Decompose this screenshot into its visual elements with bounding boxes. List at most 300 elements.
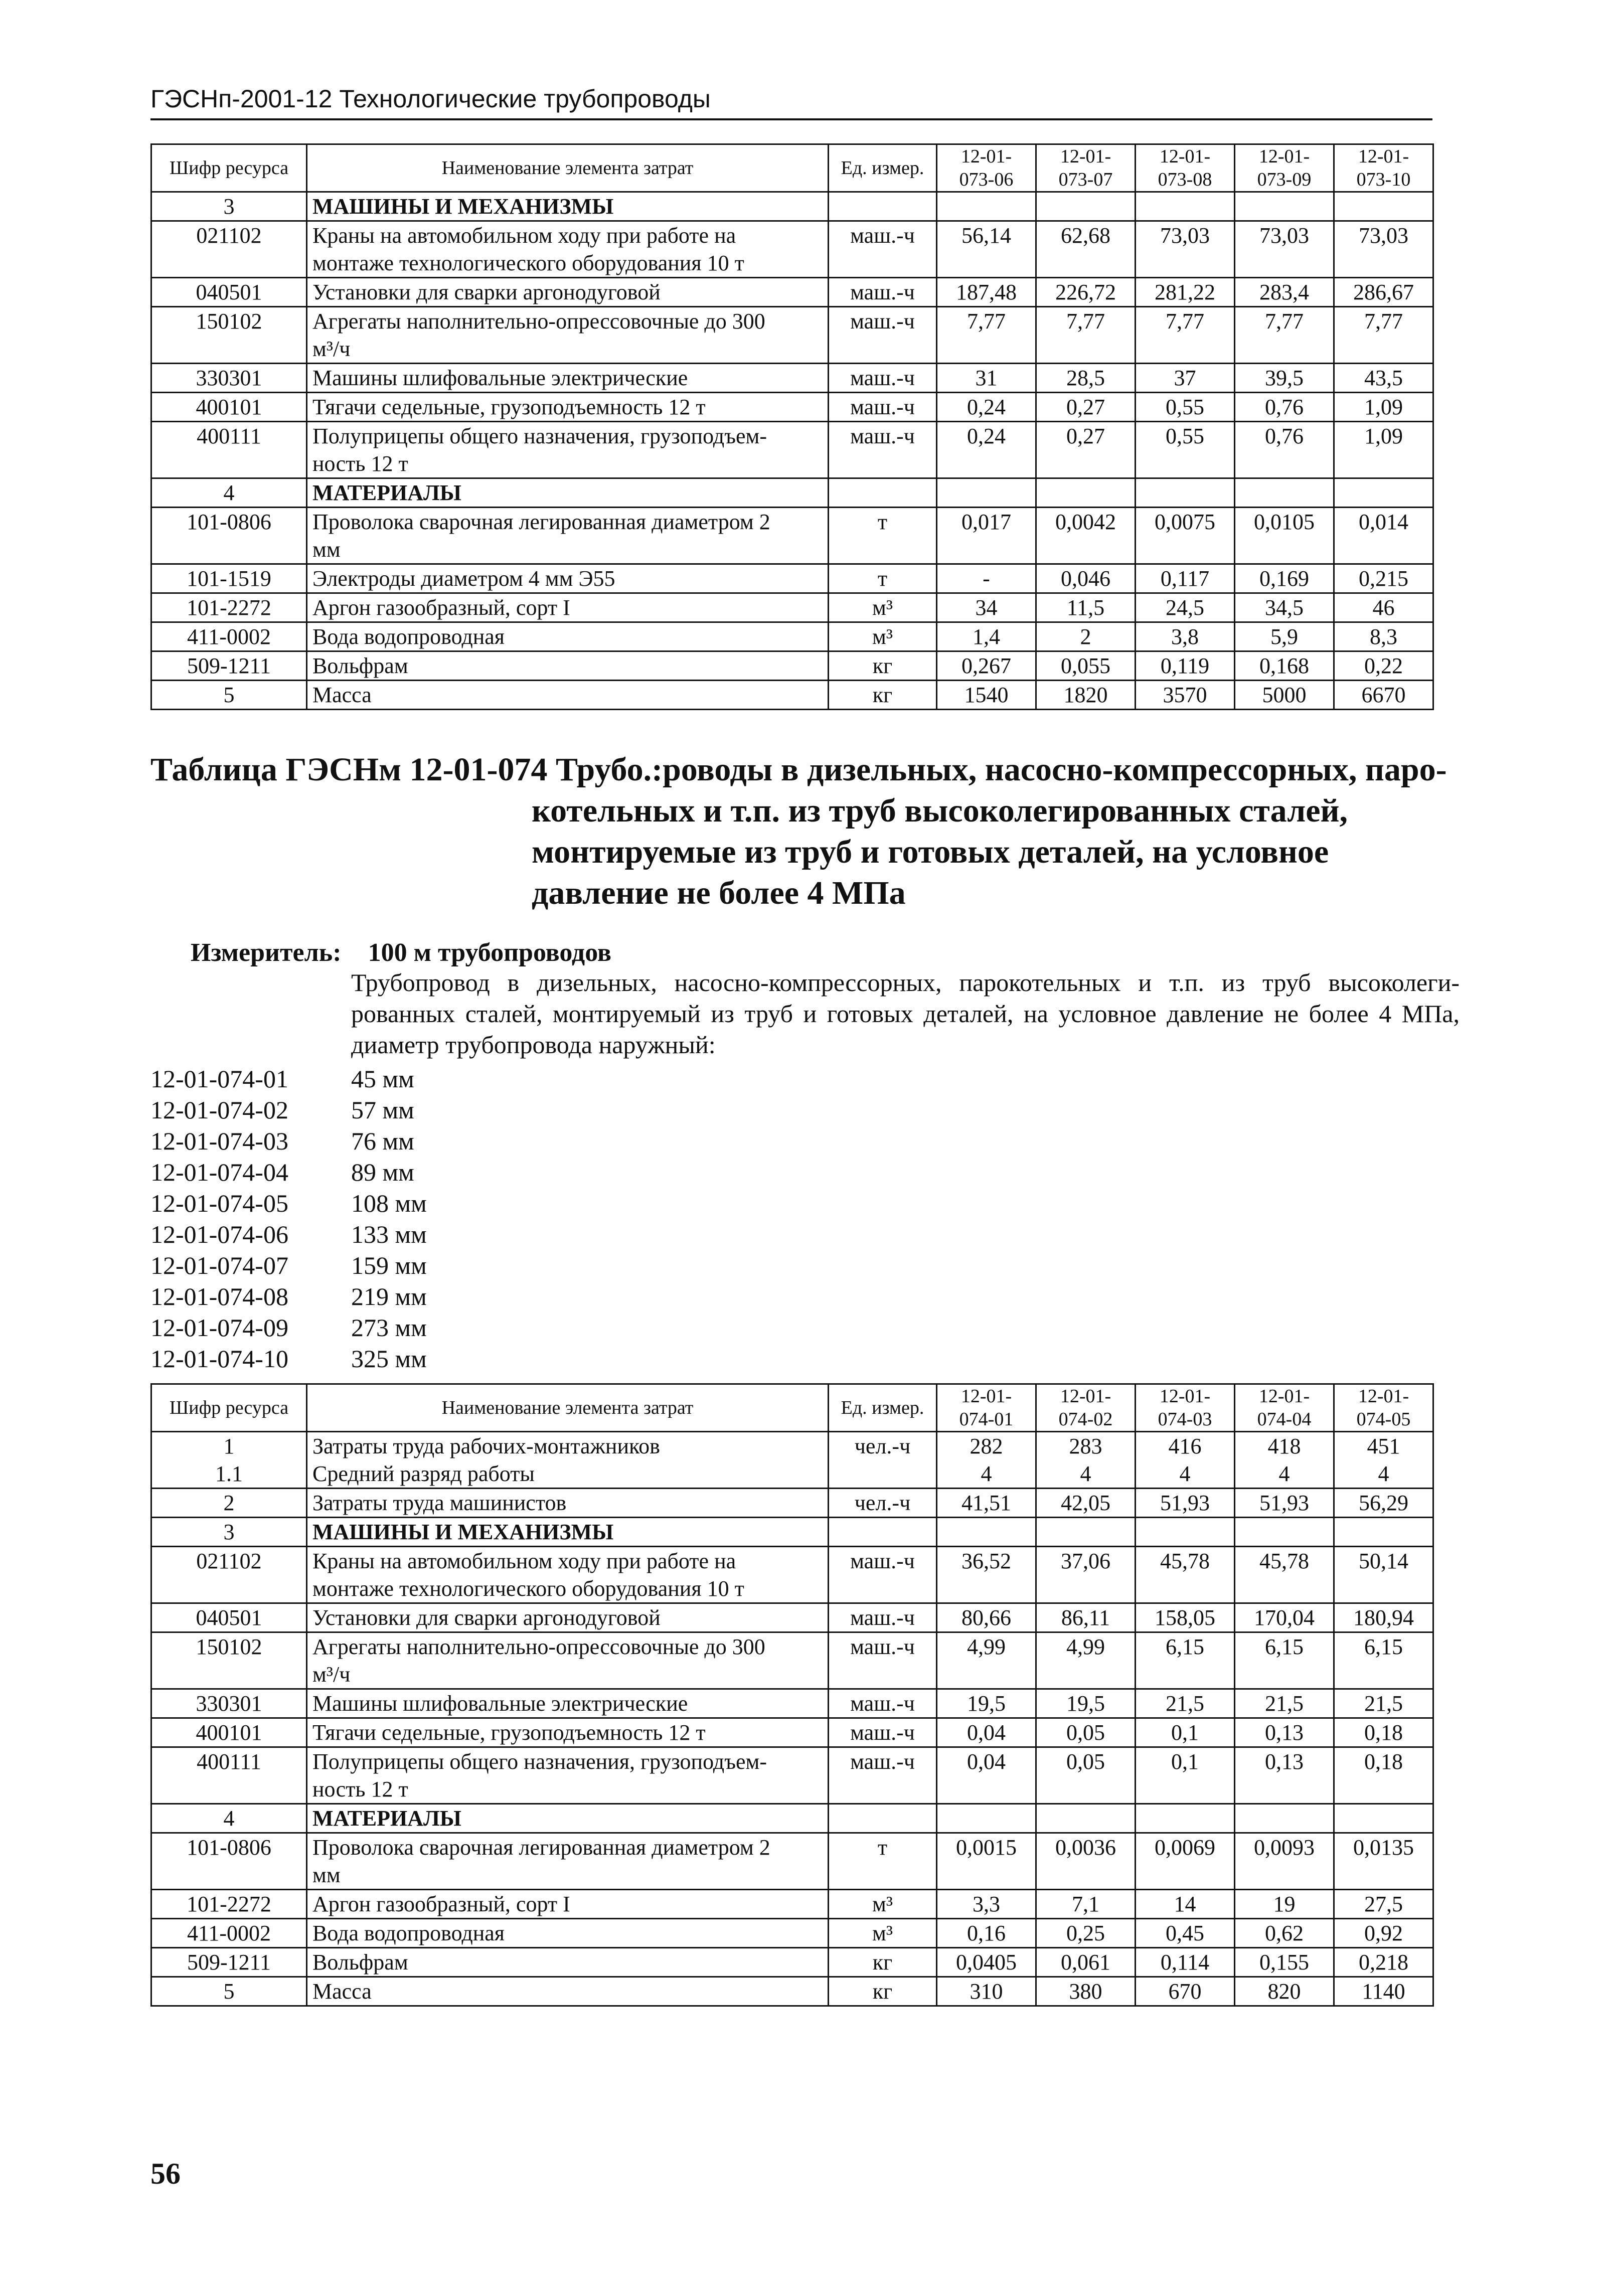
resource-name-line: Масса [312,683,372,707]
resource-code [151,1603,307,1632]
resource-name [307,278,829,307]
resource-row [151,1890,1433,1919]
resource-value: 0,18 [1334,1747,1433,1804]
resource-row [151,622,1433,651]
resource-value: 0,05 [1036,1718,1136,1747]
resource-code-line: 040501 [196,1605,262,1630]
resource-name [307,192,829,221]
resource-row [151,564,1433,593]
resource-value: 0,76 [1235,393,1334,422]
header-col [1136,144,1235,192]
resource-value-line: 282 [970,1434,1003,1458]
resource-value: 0,27 [1036,393,1136,422]
resource-name [307,1489,829,1518]
resource-row [151,1977,1433,2006]
header-col-part: 074-02 [1058,1409,1113,1430]
resource-name [307,1718,829,1747]
resource-value: 56,29 [1334,1489,1433,1518]
resource-unit: кг [829,681,937,710]
resource-code [151,1919,307,1948]
code-diameter: 108 мм [351,1189,427,1217]
resource-code-line: 411-0002 [187,624,271,649]
resource-value: 6670 [1334,681,1433,710]
section-row [151,478,1433,508]
resource-name [307,1804,829,1833]
resource-value: 51,93 [1136,1489,1235,1518]
resource-value: 0,04 [937,1747,1036,1804]
code-number: 12-01-074-10 [150,1345,288,1373]
resource-name-line: мм [312,1863,341,1887]
resource-code [151,307,307,364]
header-col [1235,144,1334,192]
resource-row [151,1919,1433,1948]
resource-code [151,221,307,278]
resource-code [151,593,307,622]
resource-name [307,1890,829,1919]
resource-row [151,1632,1433,1689]
resource-unit: кг [829,1977,937,2006]
resource-value: 310 [937,1977,1036,2006]
resource-unit: маш.-ч [829,221,937,278]
header-col-part: 12-01- [960,1386,1012,1407]
resource-value: 0,05 [1036,1747,1136,1804]
header-col-part: 12-01- [960,146,1012,167]
resource-value [1235,478,1334,508]
resource-value [937,1432,1036,1489]
header-name: Наименование элемента затрат [307,144,829,192]
resource-name [307,307,829,364]
resource-value: 21,5 [1334,1689,1433,1718]
resource-name [307,221,829,278]
header-col [1036,1384,1136,1432]
resource-value: 1,4 [937,622,1036,651]
resource-value: 187,48 [937,278,1036,307]
header-col-part: 12-01- [1060,1386,1111,1407]
header-col-part: 073-06 [959,169,1014,190]
code-number: 12-01-074-06 [150,1220,288,1248]
resource-name [307,1833,829,1890]
resource-code [151,1890,307,1919]
resource-name-line: Вода водопроводная [312,624,505,649]
resource-row [151,393,1433,422]
resource-value: 0,24 [937,422,1036,478]
resource-value: 73,03 [1334,221,1433,278]
resource-value: 3,3 [937,1890,1036,1919]
resource-code [151,1977,307,2006]
resource-code-line: 150102 [196,309,262,334]
resource-name-line: Проволока сварочная легированная диаметром 2 [312,510,770,534]
code-list [150,1063,427,1374]
resource-unit: маш.-ч [829,307,937,364]
code-number: 12-01-074-03 [150,1127,288,1155]
resource-value: 1140 [1334,1977,1433,2006]
resource-value [1136,1432,1235,1489]
resource-code [151,1518,307,1547]
resource-value: 0,168 [1235,651,1334,681]
resource-row [151,1547,1433,1603]
resource-name-line: м³/ч [312,337,351,361]
resource-code [151,422,307,478]
code-diameter: 273 мм [351,1314,427,1342]
resource-unit: маш.-ч [829,1547,937,1603]
resource-unit: маш.-ч [829,278,937,307]
resource-code-line: 509-1211 [187,653,271,678]
resource-value: 43,5 [1334,364,1433,393]
resource-code [151,508,307,564]
resource-code [151,1632,307,1689]
resource-name [307,1689,829,1718]
resource-value: 0,18 [1334,1718,1433,1747]
resource-value: 73,03 [1235,221,1334,278]
resource-value [1036,1518,1136,1547]
resource-value [1334,1432,1433,1489]
resource-code-line: 021102 [196,223,262,248]
code-diameter: 159 мм [351,1251,427,1279]
resource-value: 80,66 [937,1603,1036,1632]
resource-value [1235,1804,1334,1833]
resource-name [307,1432,829,1489]
resource-name-line: монтаже технологического оборудования 10 т [312,1576,744,1601]
resource-unit [829,192,937,221]
resource-value: 0,1 [1136,1747,1235,1804]
resource-value: 7,77 [1334,307,1433,364]
resource-name [307,422,829,478]
resource-value: 0,017 [937,508,1036,564]
resource-value: 39,5 [1235,364,1334,393]
resource-value: 86,11 [1036,1603,1136,1632]
resource-value: 0,014 [1334,508,1433,564]
header-col-part: 073-08 [1158,169,1212,190]
resource-code [151,622,307,651]
table-title-line1: Таблица ГЭСНм 12-01-074 Трубо.:роводы в дизельных, насосно-компрессорных, паро- [150,751,1447,788]
resource-value: 50,14 [1334,1547,1433,1603]
resource-code-line: 2 [223,1491,235,1515]
resource-value: 0,24 [937,393,1036,422]
resource-name-line: Масса [312,1979,372,2004]
resource-value: 0,267 [937,651,1036,681]
resource-value: 19 [1235,1890,1334,1919]
resource-row [151,422,1433,478]
code-row [150,1125,427,1157]
resource-value: 0,13 [1235,1718,1334,1747]
resource-value: 3570 [1136,681,1235,710]
resource-value [937,1518,1036,1547]
resource-code [151,1804,307,1833]
code-diameter: 325 мм [351,1345,427,1373]
resource-value: 1820 [1036,681,1136,710]
resource-code-line: 411-0002 [187,1921,271,1945]
resource-value: 36,52 [937,1547,1036,1603]
header-col-part: 073-10 [1356,169,1411,190]
resource-value: 73,03 [1136,221,1235,278]
header-code: Шифр ресурса [151,1384,307,1432]
resource-value [1136,192,1235,221]
resource-code [151,1718,307,1747]
header-code: Шифр ресурса [151,144,307,192]
resource-code-line: 101-1519 [187,566,271,591]
resource-value: 0,0405 [937,1948,1036,1977]
section-row [151,1518,1433,1547]
table-title [150,749,1447,914]
resource-unit: маш.-ч [829,1747,937,1804]
resource-value: 170,04 [1235,1603,1334,1632]
code-diameter: 57 мм [351,1096,414,1124]
header-col-part: 12-01- [1358,146,1409,167]
resource-unit: маш.-ч [829,1632,937,1689]
resource-name-line: Тягачи седельные, грузоподъемность 12 т [312,395,706,419]
header-col-part: 074-04 [1257,1409,1312,1430]
resource-name-line: Полуприцепы общего назначения, грузоподъем- [312,424,767,448]
resource-code [151,192,307,221]
resource-name-line: Полуприцепы общего назначения, грузоподъем- [312,1749,767,1774]
resource-value-line: 4 [1080,1461,1091,1486]
page-number: 56 [150,2157,181,2190]
resource-row [151,1833,1433,1890]
resource-code-line: 400111 [197,1749,261,1774]
meter-value: 100 м трубопроводов [368,938,611,967]
resource-value: 0,55 [1136,422,1235,478]
resource-unit: маш.-ч [829,1603,937,1632]
resource-unit: м³ [829,1919,937,1948]
resource-row [151,1489,1433,1518]
resource-name-line: Тягачи седельные, грузоподъемность 12 т [312,1720,706,1745]
code-row [150,1219,427,1250]
resource-value: 27,5 [1334,1890,1433,1919]
resource-name-line: Проволока сварочная легированная диаметром 2 [312,1835,770,1860]
code-number: 12-01-074-04 [150,1158,288,1186]
resource-name [307,1919,829,1948]
resource-name [307,1603,829,1632]
resource-name-line: Вода водопроводная [312,1921,505,1945]
header-unit: Ед. измер. [829,144,937,192]
code-number: 12-01-074-02 [150,1096,288,1124]
resource-name-line: Краны на автомобильном ходу при работе на [312,223,736,248]
resource-value: 24,5 [1136,593,1235,622]
resource-code-line: 101-0806 [187,1835,271,1860]
resource-row [151,1432,1433,1489]
resource-code-line: 101-2272 [187,1892,271,1916]
code-number: 12-01-074-01 [150,1065,288,1093]
resource-value: 21,5 [1136,1689,1235,1718]
resource-value: 0,046 [1036,564,1136,593]
resource-row [151,307,1433,364]
resource-value: 0,0042 [1036,508,1136,564]
code-number: 12-01-074-08 [150,1282,288,1310]
resource-value: 0,25 [1036,1919,1136,1948]
resource-name [307,1518,829,1547]
resource-name-line: МАШИНЫ И МЕХАНИЗМЫ [312,194,614,219]
running-header: ГЭСНп-2001-12 Технологические трубопроводы [150,85,711,113]
resource-code [151,393,307,422]
resource-code-line: 101-2272 [187,595,271,620]
resource-unit: кг [829,651,937,681]
resource-name [307,651,829,681]
resource-value: 226,72 [1036,278,1136,307]
resource-value: 0,55 [1136,393,1235,422]
resource-value: 4,99 [1036,1632,1136,1689]
resource-value [1136,478,1235,508]
resource-value [1334,1804,1433,1833]
header-unit: Ед. измер. [829,1384,937,1432]
resource-unit: маш.-ч [829,364,937,393]
resource-name-line: Агрегаты наполнительно-опрессовочные до 300 [312,1634,765,1659]
resource-value [1235,1518,1334,1547]
resource-value [1334,478,1433,508]
code-row [150,1343,427,1374]
resource-value: 3,8 [1136,622,1235,651]
code-diameter: 219 мм [351,1282,427,1310]
resource-name-line: мм [312,537,341,562]
resource-value-line: 4 [1278,1461,1290,1486]
resource-value: 37,06 [1036,1547,1136,1603]
resource-value: 19,5 [937,1689,1036,1718]
resource-value: 820 [1235,1977,1334,2006]
resource-value: 0,119 [1136,651,1235,681]
header-col-part: 12-01- [1258,146,1310,167]
resource-code [151,651,307,681]
resource-value: 4,99 [937,1632,1036,1689]
table-title-rest: котельных и т.п. из труб высоколегированных сталей, монтируемые из труб и готовых деталей, на условное давление не более 4 МПа [532,792,1348,911]
resource-value [1036,1804,1136,1833]
resource-value: 0,169 [1235,564,1334,593]
resource-name [307,478,829,508]
resource-name [307,1977,829,2006]
resource-value [1235,192,1334,221]
resource-value: 380 [1036,1977,1136,2006]
resource-value: 1,09 [1334,422,1433,478]
resource-value: 8,3 [1334,622,1433,651]
resource-name-line: Машины шлифовальные электрические [312,366,688,390]
resource-row [151,651,1433,681]
resource-value [1136,1518,1235,1547]
meter-label: Измеритель: [191,938,342,967]
resource-value: 7,77 [1036,307,1136,364]
resource-name [307,1747,829,1804]
header-col [1334,144,1433,192]
resource-value [1235,1432,1334,1489]
resource-name-line: Установки для сварки аргонодуговой [312,280,661,304]
resource-value: 0,27 [1036,422,1136,478]
resource-row [151,1718,1433,1747]
resource-table-073 [150,143,1434,710]
code-diameter: 133 мм [351,1220,427,1248]
resource-value [937,192,1036,221]
resource-code-line: 040501 [196,280,262,304]
resource-value: 0,76 [1235,422,1334,478]
resource-value: 34 [937,593,1036,622]
resource-value: 0,055 [1036,651,1136,681]
resource-name-line: монтаже технологического оборудования 10 т [312,251,744,275]
resource-value: 21,5 [1235,1689,1334,1718]
resource-code-line: 3 [223,194,235,219]
resource-row [151,364,1433,393]
header-col-part: 12-01- [1159,146,1211,167]
resource-code-line: 400101 [196,395,262,419]
resource-value: 0,218 [1334,1948,1433,1977]
resource-value: 0,0075 [1136,508,1235,564]
resource-name-line: Установки для сварки аргонодуговой [312,1605,661,1630]
header-col [1334,1384,1433,1432]
resource-value: 0,215 [1334,564,1433,593]
header-col-part: 074-03 [1158,1409,1212,1430]
resource-value: 7,77 [937,307,1036,364]
resource-value: 158,05 [1136,1603,1235,1632]
resource-code-line: 400101 [196,1720,262,1745]
resource-row [151,681,1433,710]
resource-row [151,1747,1433,1804]
resource-code [151,564,307,593]
resource-name-line: МАТЕРИАЛЫ [312,1806,461,1831]
table-header-row [151,1384,1433,1432]
resource-value: 5,9 [1235,622,1334,651]
header-col-part: 12-01- [1258,1386,1310,1407]
resource-value: 2 [1036,622,1136,651]
resource-value: - [937,564,1036,593]
resource-value: 7,77 [1235,307,1334,364]
code-number: 12-01-074-07 [150,1251,288,1279]
resource-value: 0,13 [1235,1747,1334,1804]
resource-code [151,1833,307,1890]
resource-code-line: 3 [223,1520,235,1544]
header-col-part: 073-09 [1257,169,1312,190]
resource-unit: кг [829,1948,937,1977]
resource-value [937,478,1036,508]
resource-unit: маш.-ч [829,1689,937,1718]
resource-code-line: 150102 [196,1634,262,1659]
resource-name-line: м³/ч [312,1662,351,1687]
resource-unit: т [829,564,937,593]
resource-code-line: 5 [223,683,235,707]
resource-value-line: 4 [1378,1461,1389,1486]
resource-code [151,1489,307,1518]
code-number: 12-01-074-09 [150,1314,288,1342]
description: Трубопровод в дизельных, насосно-компрессорных, парокотельных и т.п. из труб высоколеги-рованных сталей, монтируемый из труб и готовых деталей, на условное давление не более 4 МПа, диаметр трубопровода наружный: [351,968,1460,1059]
resource-row [151,278,1433,307]
resource-value: 670 [1136,1977,1235,2006]
resource-code-line: 330301 [196,366,262,390]
resource-value [1334,192,1433,221]
resource-value [1036,478,1136,508]
resource-code-line: 1.1 [215,1461,243,1486]
resource-code [151,1689,307,1718]
resource-name [307,622,829,651]
resource-value-line: 283 [1069,1434,1102,1458]
resource-value [1036,1432,1136,1489]
resource-code [151,681,307,710]
resource-code [151,1547,307,1603]
resource-value: 19,5 [1036,1689,1136,1718]
resource-value: 0,0015 [937,1833,1036,1890]
resource-unit: маш.-ч [829,393,937,422]
resource-value: 37 [1136,364,1235,393]
resource-unit [829,1804,937,1833]
header-col-part: 12-01- [1159,1386,1211,1407]
resource-value: 180,94 [1334,1603,1433,1632]
resource-value: 0,0069 [1136,1833,1235,1890]
resource-name [307,393,829,422]
resource-name-line: Машины шлифовальные электрические [312,1691,688,1716]
resource-value: 0,22 [1334,651,1433,681]
resource-value: 0,061 [1036,1948,1136,1977]
resource-name-line: Аргон газообразный, сорт I [312,595,570,620]
resource-value-line: 451 [1367,1434,1400,1458]
code-diameter: 89 мм [351,1158,414,1186]
code-diameter: 76 мм [351,1127,414,1155]
resource-code [151,1747,307,1804]
code-row [150,1281,427,1312]
header-col [937,1384,1036,1432]
resource-value: 0,0036 [1036,1833,1136,1890]
